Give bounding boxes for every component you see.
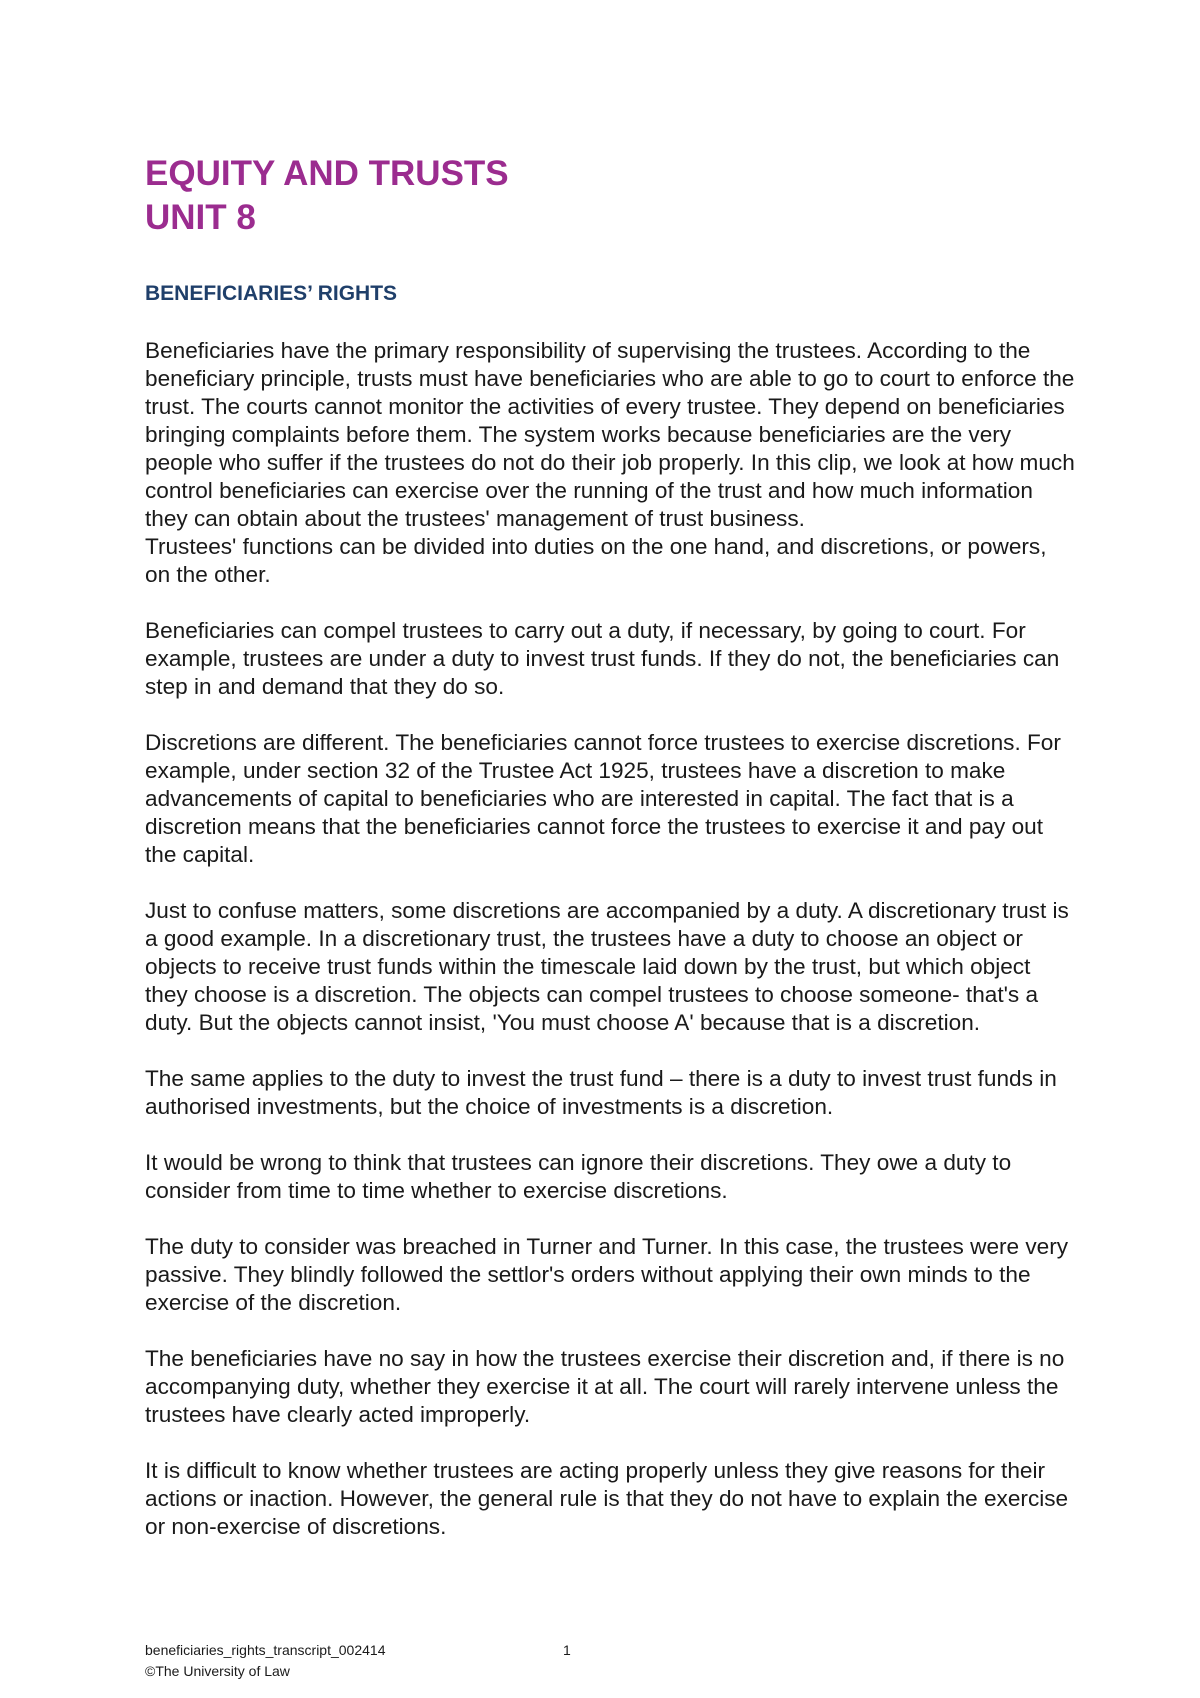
paragraph-intro: Beneficiaries have the primary responsibility of supervising the trustees. According to the beneficiary principle, trusts must have beneficiaries who are able to go to court to enforce the trust. The courts cannot monitor the activities of every trustee. They depend on beneficiaries bringing complaints before them. The system works because beneficiaries are the very people who suffer if the trustees do not do their job properly. In this clip, we look at how much control beneficiaries can exercise over the running of the trust and how much information they can obtain about the trustees' management of trust business. bbox=[145, 338, 1075, 531]
paragraph-duties: Beneficiaries can compel trustees to carry out a duty, if necessary, by going to court. For example, trustees are under a duty to invest trust funds. If they do not, the beneficiaries can step in and demand that they do so. bbox=[145, 618, 1060, 699]
paragraph-discretions: Discretions are different. The beneficiaries cannot force trustees to exercise discretions. For example, under section 32 of the Trustee Act 1925, trustees have a discretion to make advancements of capital to beneficiaries who are interested in capital. The fact that is a discretion means that the beneficiaries cannot force the trustees to exercise it and pay out the capital. bbox=[145, 730, 1061, 867]
section-heading: BENEFICIARIES’ RIGHTS bbox=[145, 282, 398, 305]
paragraph-reasons: It is difficult to know whether trustees are acting properly unless they give reasons for their actions or inaction. However, the general rule is that they do not have to explain the exercise or non-exercise of discretions. bbox=[145, 1458, 1069, 1539]
paragraph-consider: It would be wrong to think that trustees can ignore their discretions. They owe a duty to consider from time to time whether to exercise discretions. bbox=[145, 1150, 1012, 1203]
body-text bbox=[145, 337, 1075, 1541]
page-number: 1 bbox=[563, 1642, 571, 1658]
footer bbox=[145, 1640, 385, 1682]
title-unit: UNIT 8 bbox=[145, 198, 256, 237]
paragraph-invest: The same applies to the duty to invest the trust fund – there is a duty to invest trust funds in authorised investments, but the choice of investments is a discretion. bbox=[145, 1066, 1057, 1119]
title-course: EQUITY AND TRUSTS bbox=[145, 154, 509, 193]
footer-copyright: ©The University of Law bbox=[145, 1663, 290, 1679]
paragraph-functions: Trustees' functions can be divided into duties on the one hand, and discretions, or powers, on the other. bbox=[145, 534, 1047, 587]
paragraph-discretionary-trust: Just to confuse matters, some discretions are accompanied by a duty. A discretionary trust is a good example. In a discretionary trust, the trustees have a duty to choose an object or objects to receive trust funds within the timescale laid down by the trust, but which object they choose is a discretion. The objects can compel trustees to choose someone- that's a duty. But the objects cannot insist, 'You must choose A' because that is a discretion. bbox=[145, 898, 1069, 1035]
paragraph-turner: The duty to consider was breached in Turner and Turner. In this case, the trustees were very passive. They blindly followed the settlor's orders without applying their own minds to the exercise of the discretion. bbox=[145, 1234, 1069, 1315]
paragraph-no-say: The beneficiaries have no say in how the trustees exercise their discretion and, if there is no accompanying duty, whether they exercise it at all. The court will rarely intervene unless the trustees have clearly acted improperly. bbox=[145, 1346, 1065, 1427]
footer-filename: beneficiaries_rights_transcript_002414 bbox=[145, 1642, 386, 1658]
document-title bbox=[145, 152, 509, 240]
